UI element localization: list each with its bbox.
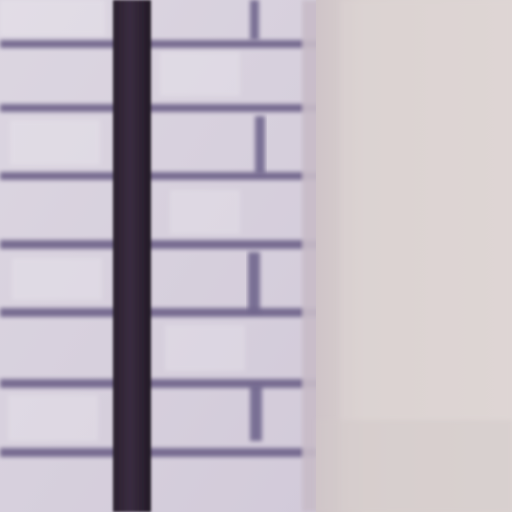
pole: [113, 0, 151, 512]
panel-shading: [316, 0, 512, 512]
